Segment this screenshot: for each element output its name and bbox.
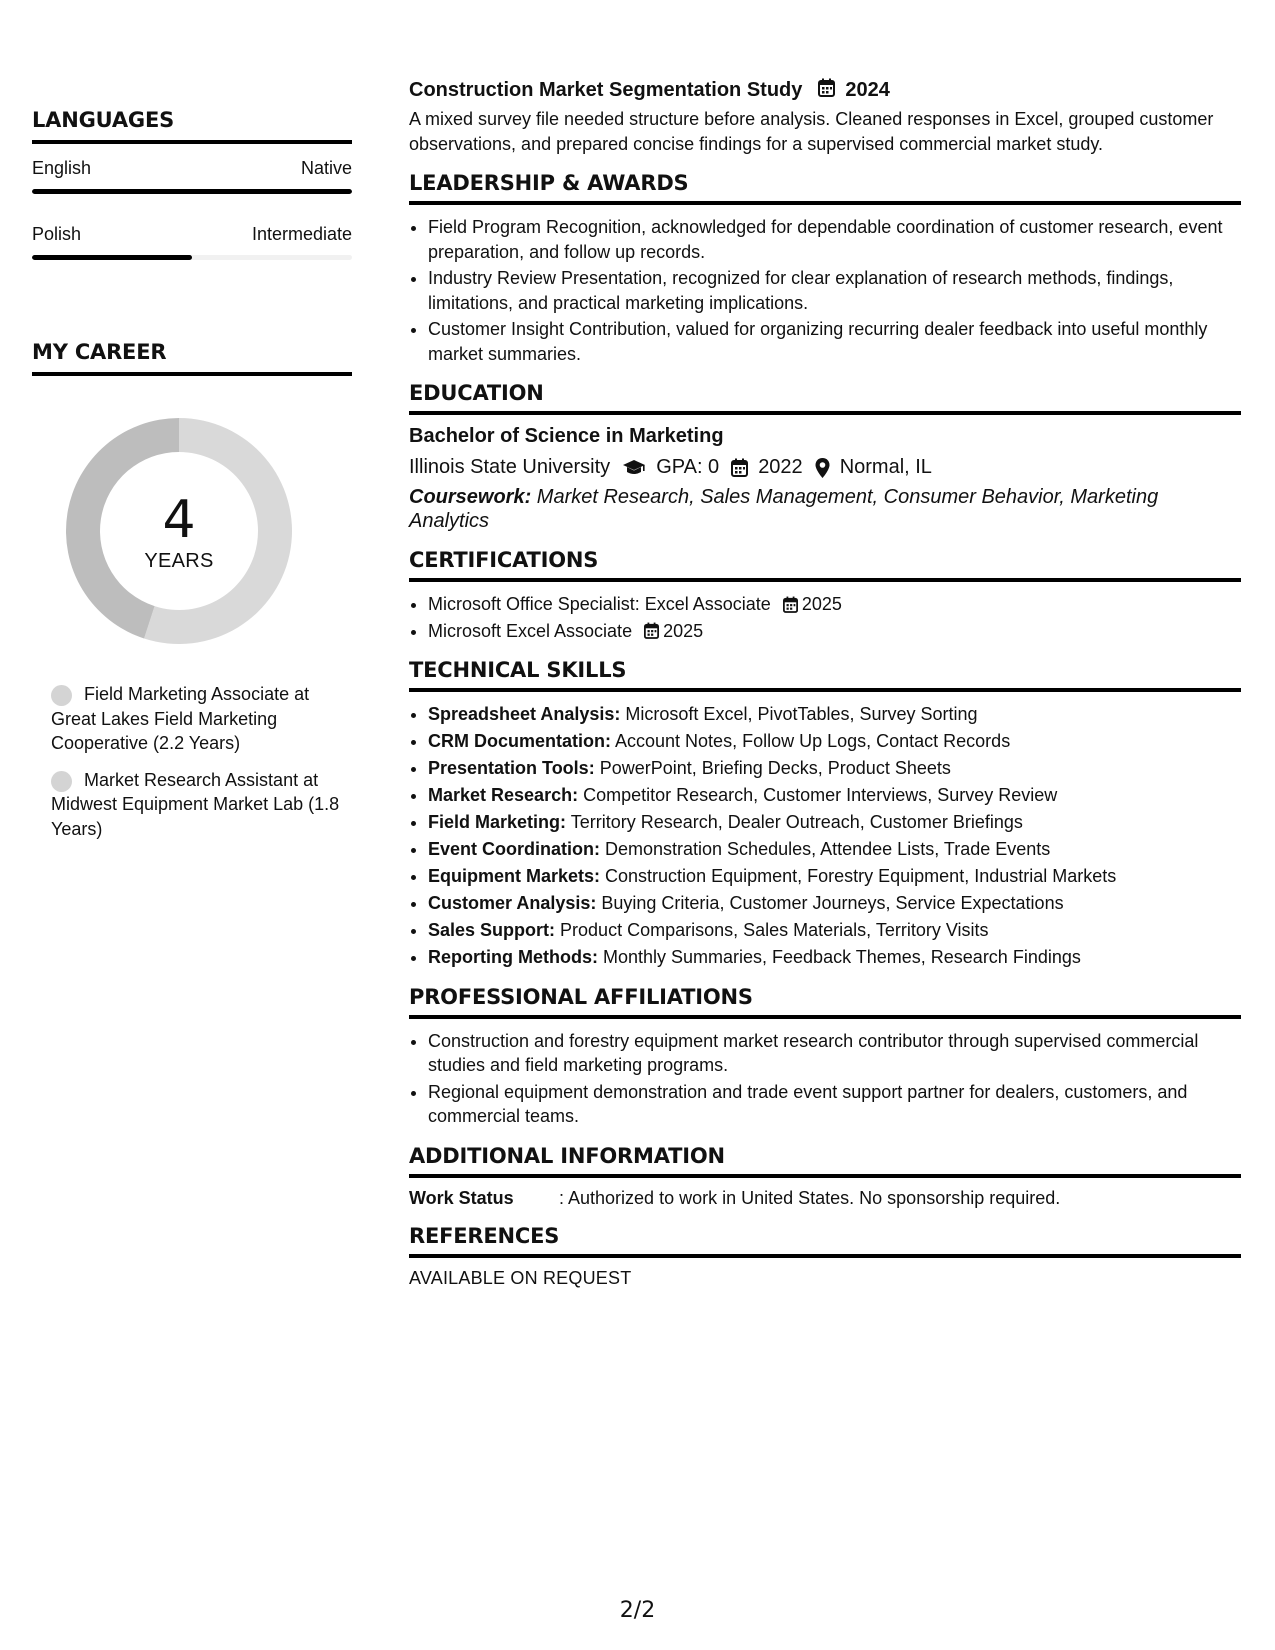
affiliations-list xyxy=(409,1029,1241,1129)
certification-name: • Microsoft Excel Associate xyxy=(428,620,633,641)
skill-label: Event Coordination: xyxy=(428,839,600,859)
language-name: Polish xyxy=(32,224,82,244)
skill-label: Presentation Tools: xyxy=(428,758,595,778)
coursework-label: Coursework: xyxy=(409,486,532,508)
calendar-icon xyxy=(783,596,798,613)
list-item xyxy=(428,619,1241,644)
sidebar xyxy=(32,108,352,853)
list-item xyxy=(428,592,1241,617)
language-proficiency-fill xyxy=(32,189,352,194)
education-location: Normal, IL xyxy=(839,456,932,478)
language-item-polish xyxy=(32,224,352,260)
project-title: Construction Market Segmentation Study xyxy=(409,79,803,101)
career-donut-center xyxy=(66,418,292,644)
education-year: 2022 xyxy=(758,456,803,478)
skill-item xyxy=(428,837,1241,862)
list-item: • Construction and forestry equipment market research contributor through supervised commercial studies and field marketing programs. xyxy=(428,1029,1241,1078)
list-item: • Customer Insight Contribution, valued for organizing recurring dealer feedback into useful monthly market summaries. xyxy=(428,317,1241,366)
language-proficiency-fill xyxy=(32,255,192,260)
skill-item xyxy=(428,891,1241,916)
career-entry xyxy=(51,682,341,756)
leadership-list xyxy=(409,215,1241,366)
calendar-icon xyxy=(644,622,659,639)
skill-label: Market Research: xyxy=(428,785,579,805)
career-dot-icon xyxy=(51,685,72,706)
career-donut-chart xyxy=(66,418,292,644)
project-title-row xyxy=(409,78,1241,103)
education-coursework xyxy=(409,485,1241,533)
skill-value: Construction Equipment, Forestry Equipment, Industrial Markets xyxy=(600,866,1117,886)
skill-item xyxy=(428,756,1241,781)
skill-value: Buying Criteria, Customer Journeys, Service Expectations xyxy=(596,893,1064,913)
education-meta xyxy=(409,456,1241,479)
language-proficiency-bar xyxy=(32,255,352,260)
certification-year: 2025 xyxy=(801,594,842,614)
certifications-heading: CERTIFICATIONS xyxy=(409,548,1241,582)
leadership-heading: LEADERSHIP & AWARDS xyxy=(409,171,1241,205)
skill-value: Product Comparisons, Sales Materials, Territory Visits xyxy=(555,920,989,940)
language-proficiency-bar xyxy=(32,189,352,194)
skill-item xyxy=(428,945,1241,970)
language-level: Intermediate xyxy=(251,224,352,244)
skill-item xyxy=(428,702,1241,727)
additional-info-heading: ADDITIONAL INFORMATION xyxy=(409,1144,1241,1178)
career-entry-text: Market Research Assistant at Midwest Equipment Market Lab (1.8 Years) xyxy=(51,769,340,839)
education-gpa: GPA: 0 xyxy=(656,456,720,478)
references-heading: REFERENCES xyxy=(409,1224,1241,1258)
education-heading: EDUCATION xyxy=(409,381,1241,415)
education-school: Illinois State University xyxy=(409,456,611,478)
list-item: • Regional equipment demonstration and trade event support partner for dealers, customers, and commercial teams. xyxy=(428,1080,1241,1129)
skill-value: Microsoft Excel, PivotTables, Survey Sorting xyxy=(620,704,978,724)
skill-label: Sales Support: xyxy=(428,920,556,940)
calendar-icon xyxy=(818,78,835,103)
skill-item xyxy=(428,810,1241,835)
affiliations-heading: PROFESSIONAL AFFILIATIONS xyxy=(409,985,1241,1019)
language-level: Native xyxy=(300,158,352,178)
skill-value: Competitor Research, Customer Interviews, Survey Review xyxy=(578,785,1058,805)
graduation-cap-icon xyxy=(622,459,646,477)
work-status-value: : Authorized to work in United States. No sponsorship required. xyxy=(559,1187,1061,1208)
skill-item xyxy=(428,864,1241,889)
skill-value: PowerPoint, Briefing Decks, Product Sheets xyxy=(594,758,951,778)
certification-name: • Microsoft Office Specialist: Excel Associate xyxy=(428,594,771,614)
project-description: A mixed survey file needed structure before analysis. Cleaned responses in Excel, grouped customer observations, and prepared concise findings for a supervised commercial market study. xyxy=(409,109,1214,154)
language-item-english xyxy=(32,158,352,194)
career-list xyxy=(51,682,341,841)
skill-item xyxy=(428,783,1241,808)
skill-item xyxy=(428,729,1241,754)
skill-label: Customer Analysis: xyxy=(428,893,597,913)
certifications-list xyxy=(409,592,1241,643)
main-content xyxy=(409,78,1241,1289)
career-heading: MY CAREER xyxy=(32,340,352,376)
skill-value: Account Notes, Follow Up Logs, Contact Records xyxy=(611,731,1011,751)
calendar-icon xyxy=(731,458,748,477)
languages-heading: LANGUAGES xyxy=(32,108,352,144)
language-name: English xyxy=(32,158,92,178)
work-status-label: Work Status xyxy=(409,1187,514,1208)
skills-list xyxy=(409,702,1241,970)
list-item: • Field Program Recognition, acknowledged for dependable coordination of customer research, event preparation, and follow up records. xyxy=(428,215,1241,264)
work-status-row xyxy=(409,1188,1241,1209)
references-text: AVAILABLE ON REQUEST xyxy=(409,1267,632,1288)
coursework-list: Market Research, Sales Management, Consumer Behavior, Marketing Analytics xyxy=(409,486,1159,532)
skill-item xyxy=(428,918,1241,943)
career-entry-text: Field Marketing Associate at Great Lakes Field Marketing Cooperative (2.2 Years) xyxy=(51,684,310,753)
skill-value: Demonstration Schedules, Attendee Lists, Trade Events xyxy=(600,839,1051,859)
career-total-years: 4 xyxy=(162,490,196,550)
skill-value: Monthly Summaries, Feedback Themes, Research Findings xyxy=(597,947,1081,967)
skills-heading: TECHNICAL SKILLS xyxy=(409,658,1241,692)
skill-label: Reporting Methods: xyxy=(428,947,598,967)
career-dot-icon xyxy=(51,771,72,792)
skill-label: Spreadsheet Analysis: xyxy=(428,704,621,724)
skill-value: Territory Research, Dealer Outreach, Customer Briefings xyxy=(566,812,1023,832)
education-degree: Bachelor of Science in Marketing xyxy=(409,425,724,447)
career-years-unit: YEARS xyxy=(144,550,214,572)
skill-label: CRM Documentation: xyxy=(428,731,611,751)
location-pin-icon xyxy=(815,458,830,478)
skill-label: Equipment Markets: xyxy=(428,866,601,886)
career-entry xyxy=(51,768,341,842)
list-item: • Industry Review Presentation, recognized for clear explanation of research methods, findings, limitations, and practical marketing implications. xyxy=(428,266,1241,315)
project-year: 2024 xyxy=(845,79,890,101)
skill-label: Field Marketing: xyxy=(428,812,567,832)
page-number: 2/2 xyxy=(619,1598,656,1623)
certification-year: 2025 xyxy=(663,620,704,641)
